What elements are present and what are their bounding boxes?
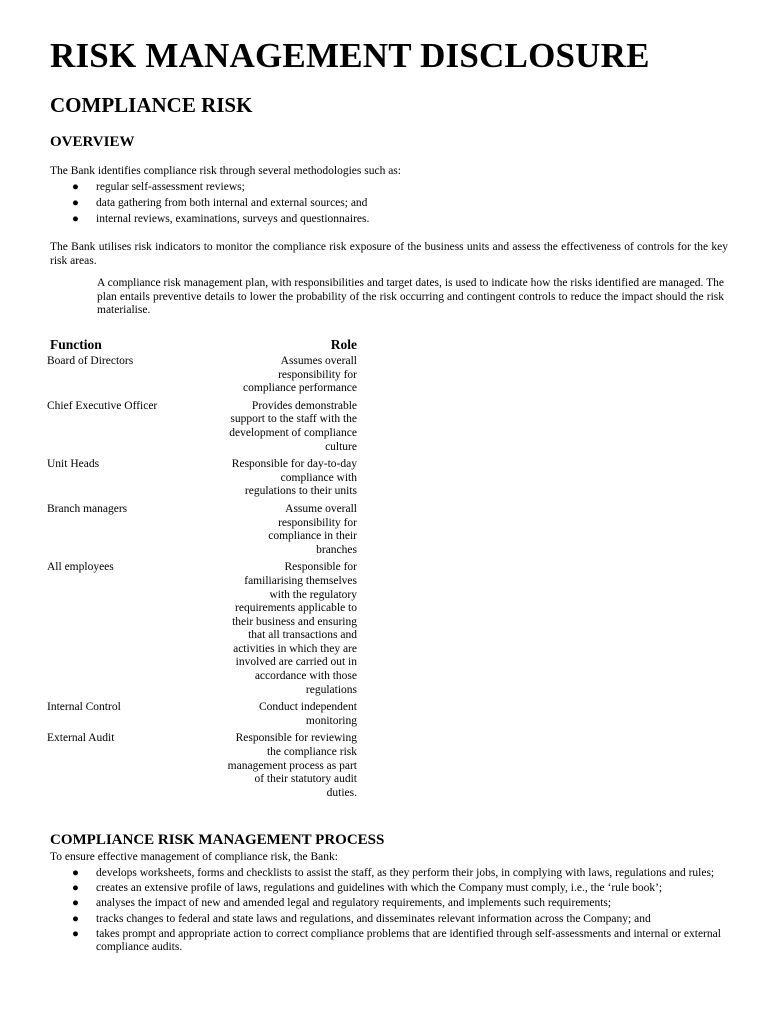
bullet-icon: ● [72, 912, 79, 925]
overview-bullet-list [50, 181, 730, 227]
bullet-icon: ● [72, 197, 79, 210]
bullet-icon: ● [72, 867, 79, 879]
list-item: ● takes prompt and appropriate action to correct compliance problems that are identified through self-assessments and internal or external compliance audits. [72, 927, 721, 954]
column-header-function: Function [50, 337, 102, 352]
role-cell: Responsible for familiarising themselves with the regulatory requirements applicable to their business and ensuring that all transactions and activities in which they are involved are carried out in accordance with those regulations [232, 561, 357, 696]
list-item: ● internal reviews, examinations, surveys and questionnaires. [72, 213, 370, 226]
list-item: ● develops worksheets, forms and checklists to assist the staff, as they perform their jobs, in complying with laws, regulations and rules; [72, 867, 715, 879]
function-cell: Board of Directors [47, 355, 134, 367]
function-cell: Unit Heads [47, 458, 100, 471]
role-cell: Assume overall responsibility for compliance in their branches [268, 502, 357, 556]
bullet-icon: ● [72, 882, 79, 895]
function-cell: Internal Control [47, 701, 121, 714]
bullet-icon: ● [72, 897, 79, 910]
role-cell: Responsible for day-to-day compliance with regulations to their units [231, 458, 357, 498]
table-row [47, 458, 357, 499]
function-cell: Chief Executive Officer [47, 399, 158, 412]
list-item: ● data gathering from both internal and external sources; and [72, 197, 368, 210]
function-cell: All employees [47, 561, 114, 574]
table-row [47, 503, 357, 557]
role-cell: Responsible for reviewing the compliance risk management process as part of their statutory audit duties. [227, 732, 357, 799]
list-item: ● creates an extensive profile of laws, regulations and guidelines with which the Company must comply, i.e., the ‘rule book’; [72, 882, 663, 895]
bullet-icon: ● [72, 213, 79, 226]
section-title: COMPLIANCE RISK [50, 93, 253, 117]
table-header [47, 337, 357, 353]
process-intro: To ensure effective management of compliance risk, the Bank: [50, 851, 338, 863]
process-heading: COMPLIANCE RISK MANAGEMENT PROCESS [50, 832, 385, 848]
process-bullet-list [50, 867, 730, 957]
table-row [47, 400, 357, 454]
overview-intro: The Bank identifies compliance risk through several methodologies such as: [50, 165, 401, 177]
column-header-role: Role [330, 337, 357, 352]
function-cell: Branch managers [47, 502, 128, 515]
list-item: ● regular self-assessment reviews; [72, 181, 245, 193]
bullet-icon: ● [72, 927, 79, 940]
overview-paragraph-plan: A compliance risk management plan, with responsibilities and target dates, is used to indicate how the risks identified are managed. The plan entails preventive details to lower the probability of the risk occurring and contingent controls to reduce the impact should the risk materialise. [97, 277, 724, 317]
document-title: RISK MANAGEMENT DISCLOSURE [50, 36, 650, 75]
function-cell: External Audit [47, 732, 115, 745]
overview-heading: OVERVIEW [50, 134, 135, 150]
bullet-icon: ● [72, 181, 79, 193]
function-role-table [47, 337, 357, 804]
table-row [47, 701, 357, 728]
table-row [47, 561, 357, 697]
list-item: ● analyses the impact of new and amended legal and regulatory requirements, and implements such requirements; [72, 897, 612, 910]
role-cell: Provides demonstrable support to the staff with the development of compliance culture [229, 399, 357, 453]
table-row [47, 355, 357, 396]
overview-paragraph-indicators: The Bank utilises risk indicators to monitor the compliance risk exposure of the business units and assess the effectiveness of controls for the key risk areas. [50, 241, 728, 267]
table-row [47, 732, 357, 800]
role-cell: Assumes overall responsibility for compliance performance [243, 355, 357, 395]
list-item: ● tracks changes to federal and state laws and regulations, and disseminates relevant information across the Company; and [72, 912, 651, 925]
role-cell: Conduct independent monitoring [258, 701, 357, 727]
